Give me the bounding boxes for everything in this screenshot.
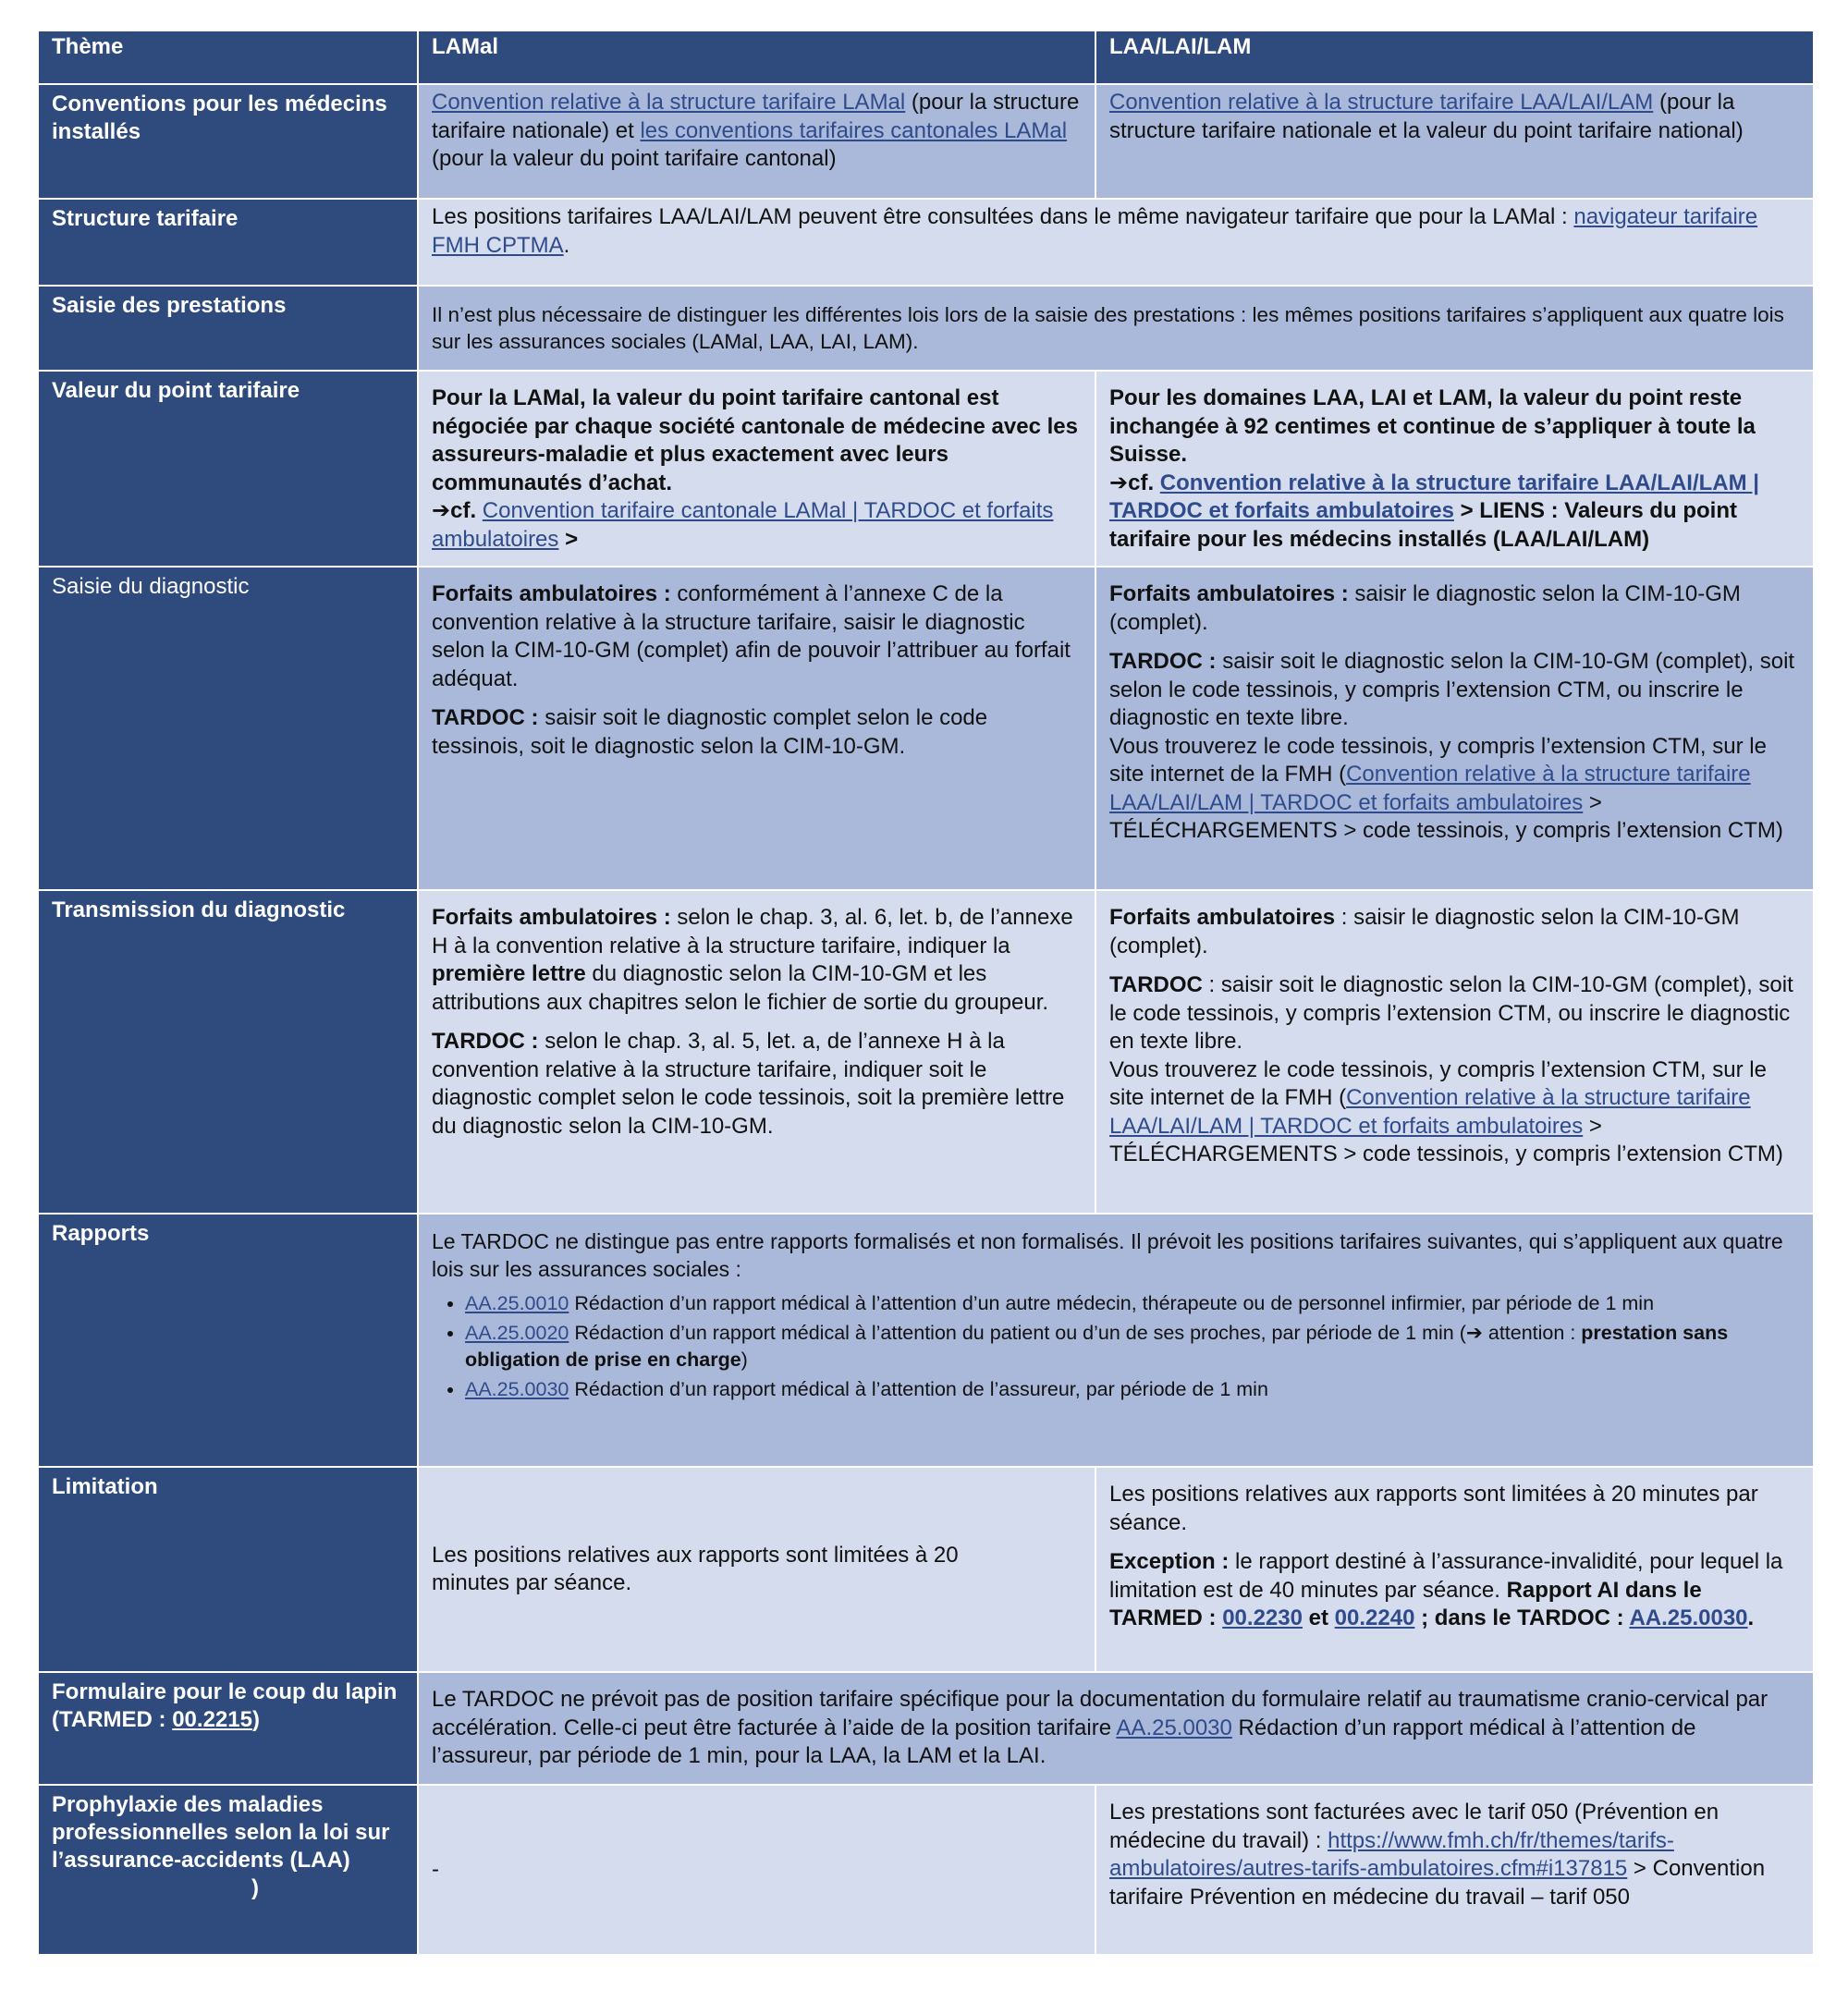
link-aa-25-0010[interactable]: AA.25.0010 <box>465 1292 569 1314</box>
text: prestation sans obligation de prise en charge <box>465 1321 1729 1371</box>
cell-lamal-transmission <box>419 891 1096 1215</box>
cell-laa-conventions <box>1096 85 1813 200</box>
text: Formulaire pour le coup du lapin (TARMED : <box>52 1679 398 1732</box>
cell-laa-transmission <box>1096 891 1813 1215</box>
text: Vous trouverez le code tessinois, y compris l’extension CTM, sur le site internet de la FMH ( <box>1109 733 1767 787</box>
text: : saisir soit le diagnostic selon la CIM-10-GM (complet), soit le code tessinois, y compris l’extension CTM, ou inscrire le diagnostic en texte libre. <box>1109 972 1793 1054</box>
cell-structure <box>419 200 1813 287</box>
text: Les positions tarifaires LAA/LAI/LAM peuvent être consultées dans le même navigateur tarifaire que pour la LAMal : <box>432 204 1574 229</box>
text: saisir soit le diagnostic selon la CIM-10-GM (complet), soit selon le code tessinois, y compris l’extension CTM, ou inscrire le diagnostic en texte libre. <box>1109 649 1795 730</box>
row-theme-saisie-prestations: Saisie des prestations <box>39 287 419 372</box>
text: selon le chap. 3, al. 6, let. b, de l’annexe H à la convention relative à la structure tarifaire, indiquer la <box>432 905 1073 958</box>
cell-lamal-conventions <box>419 85 1096 200</box>
link-navigateur-tarifaire[interactable]: navigateur tarifaire FMH CPTMA <box>432 204 1758 258</box>
cell-lamal-prophylaxie: - <box>419 1786 1096 1956</box>
arrow-right-icon: ➔ <box>1465 1321 1483 1344</box>
header-lamal: LAMal <box>419 31 1096 85</box>
text: ) <box>251 1875 259 1900</box>
row-theme-structure: Structure tarifaire <box>39 200 419 287</box>
cell-laa-limitation <box>1096 1468 1813 1673</box>
text: > TÉLÉCHARGEMENTS > code tessinois, y compris l’extension CTM) <box>1109 789 1783 843</box>
link-fmh-convention[interactable]: Convention relative à la structure tarifaire LAA/LAI/LAM | TARDOC et forfaits ambulatoires <box>1109 762 1751 815</box>
link-aa-25-0030[interactable]: AA.25.0030 <box>1116 1715 1232 1740</box>
row-theme-formulaire <box>39 1673 419 1786</box>
text: . <box>1747 1605 1755 1630</box>
cell-rapports <box>419 1215 1813 1468</box>
table-row <box>39 1468 1813 1673</box>
cell-laa-valeur <box>1096 372 1813 568</box>
list-item <box>465 1376 1800 1404</box>
row-theme-transmission: Transmission du diagnostic <box>39 891 419 1215</box>
cell-lamal-limitation <box>419 1468 1096 1673</box>
link-convention-laa[interactable]: Convention relative à la structure tarifaire LAA/LAI/LAM <box>1109 90 1654 115</box>
link-convention-lamal[interactable]: Convention relative à la structure tarifaire LAMal <box>432 90 906 115</box>
label: Forfaits ambulatoires : <box>432 581 671 606</box>
table-row <box>39 200 1813 287</box>
table-row <box>39 372 1813 568</box>
row-theme-limitation: Limitation <box>39 1468 419 1673</box>
link-convention-cantonale[interactable]: Convention tarifaire cantonale LAMal | TARDOC et forfaits ambulatoires <box>432 498 1054 552</box>
row-theme-rapports: Rapports <box>39 1215 419 1468</box>
text: ; dans le TARDOC : <box>1414 1605 1630 1630</box>
text: Rédaction d’un rapport médical à l’attention de l’assureur, par période de 1 min <box>569 1377 1268 1400</box>
label: TARDOC : <box>432 705 539 730</box>
label: TARDOC : <box>1109 649 1217 674</box>
table-header-row <box>39 31 1813 85</box>
text: > TÉLÉCHARGEMENTS > code tessinois, y compris l’extension CTM) <box>1109 1113 1783 1166</box>
text: (pour la structure tarifaire nationale) et <box>432 90 1080 143</box>
cell-lamal-saisie-diagnostic <box>419 568 1096 891</box>
header-laa: LAA/LAI/LAM <box>1096 31 1813 85</box>
code-00-2215[interactable]: 00.2215 <box>172 1707 252 1732</box>
link-aa-25-0030[interactable]: AA.25.0030 <box>1629 1605 1748 1630</box>
text: Les prestations sont facturées avec le tarif 050 (Prévention en médecine du travail) : <box>1109 1800 1719 1853</box>
text: . <box>563 232 570 258</box>
text: Rédaction d’un rapport médical à l’attention d’un autre médecin, thérapeute ou de personnel infirmier, par période de 1 min <box>569 1292 1655 1314</box>
text: Rapport AI dans le TARMED : <box>1109 1577 1702 1630</box>
table-row <box>39 1215 1813 1468</box>
table-row <box>39 1673 1813 1786</box>
row-theme-valeur: Valeur du point tarifaire <box>39 372 419 568</box>
list-item <box>465 1320 1800 1374</box>
link-fmh-convention[interactable]: Convention relative à la structure tarifaire LAA/LAI/LAM | TARDOC et forfaits ambulatoires <box>1109 1085 1751 1139</box>
row-theme-saisie-diagnostic: Saisie du diagnostic <box>39 568 419 891</box>
rapports-list <box>432 1290 1800 1403</box>
link-fmh-tarifs[interactable]: https://www.fmh.ch/fr/themes/tarifs-ambulatoires/autres-tarifs-ambulatoires.cfm#i137815 <box>1109 1827 1674 1881</box>
link-00-2230[interactable]: 00.2230 <box>1222 1605 1303 1630</box>
text: ) <box>251 1707 260 1732</box>
link-aa-25-0030[interactable]: AA.25.0030 <box>465 1377 569 1400</box>
text: attention : <box>1482 1321 1582 1344</box>
text: conformément à l’annexe C de la convention relative à la structure tarifaire, saisir le diagnostic selon la CIM-10-GM (complet) afin de pouvoir l’attribuer au forfait adéquat. <box>432 581 1071 691</box>
text: Rédaction d’un rapport médical à l’attention du patient ou d’un de ses proches, par période de 1 min ( <box>569 1321 1466 1344</box>
text: : saisir le diagnostic selon la CIM-10-GM (complet). <box>1109 905 1740 958</box>
row-theme-conventions: Conventions pour les médecins installés <box>39 85 419 200</box>
text: (pour la structure tarifaire nationale et la valeur du point tarifaire national) <box>1109 90 1744 143</box>
label: Forfaits ambulatoires : <box>432 905 671 930</box>
text: ) <box>740 1349 748 1371</box>
text: (pour la valeur du point tarifaire cantonal) <box>432 146 837 171</box>
text: du diagnostic selon la CIM-10-GM et les attributions aux chapitres selon le fichier de sortie du groupeur. <box>432 961 1049 1015</box>
cell-laa-prophylaxie <box>1096 1786 1813 1956</box>
text: Le TARDOC ne prévoit pas de position tarifaire spécifique pour la documentation du formulaire relatif au traumatisme cranio-cervical par accélération. Celle-ci peut être facturée à l’aide de la position tarifaire <box>432 1687 1768 1740</box>
label: Forfaits ambulatoires : <box>1109 581 1349 606</box>
text: saisir le diagnostic selon la CIM-10-GM (complet). <box>1109 581 1741 635</box>
rapports-intro: Le TARDOC ne distingue pas entre rapports formalisés et non formalisés. Il prévoit les positions tarifaires suivantes, qui s’appliquent aux quatre lois sur les assurances sociales : <box>432 1229 1783 1281</box>
text: > Convention tarifaire Prévention en médecine du travail – tarif 050 <box>1109 1856 1766 1910</box>
text: Les positions relatives aux rapports sont limitées à 20 minutes par séance. <box>1109 1482 1758 1535</box>
cell-saisie-prestations: Il n’est plus nécessaire de distinguer les différentes lois lors de la saisie des prestations : les mêmes positions tarifaires s’appliquent aux quatre lois sur les assurances sociales (LAMal, LAA, LAI, LAM). <box>419 287 1813 372</box>
text: et <box>1302 1605 1335 1630</box>
text: Les positions relatives aux rapports sont limitées à 20 minutes par séance. <box>432 1542 959 1595</box>
text: > LIENS : Valeurs du point tarifaire pour les médecins installés (LAA/LAI/LAM) <box>1109 498 1737 552</box>
label: Exception : <box>1109 1549 1230 1574</box>
text: saisir soit le diagnostic complet selon le code tessinois, soit le diagnostic selon la CIM-10-GM. <box>432 705 988 759</box>
table-row <box>39 85 1813 200</box>
text: Pour les domaines LAA, LAI et LAM, la valeur du point reste inchangée à 92 centimes et continue de s’appliquer à toute la Suisse. <box>1109 385 1756 467</box>
table-row <box>39 891 1813 1215</box>
text: ➔cf. <box>432 498 483 523</box>
list-item <box>465 1290 1800 1318</box>
table-row <box>39 568 1813 891</box>
label: TARDOC : <box>432 1029 539 1054</box>
text: Rédaction d’un rapport médical à l’attention de l’assureur, par période de 1 min, pour la LAA, la LAM et la LAI. <box>432 1715 1696 1768</box>
cell-formulaire <box>419 1673 1813 1786</box>
table-row <box>39 287 1813 372</box>
table-row <box>39 1786 1813 1956</box>
text: Prophylaxie des maladies professionnelles selon la loi sur l’assurance-accidents (LAA) <box>52 1792 390 1873</box>
text: ➔cf. <box>1109 470 1160 495</box>
link-convention-laa-tardoc[interactable]: Convention relative à la structure tarifaire LAA/LAI/LAM | TARDOC et forfaits ambulatoires <box>1109 470 1759 523</box>
text: Vous trouverez le code tessinois, y compris l’extension CTM, sur le site internet de la FMH ( <box>1109 1056 1767 1110</box>
header-theme: Thème <box>39 31 419 85</box>
cell-laa-saisie-diagnostic <box>1096 568 1813 891</box>
label: Forfaits ambulatoires <box>1109 905 1336 930</box>
row-theme-prophylaxie <box>39 1786 419 1956</box>
link-aa-25-0020[interactable]: AA.25.0020 <box>465 1321 569 1344</box>
cell-lamal-valeur <box>419 372 1096 568</box>
link-00-2240[interactable]: 00.2240 <box>1334 1605 1415 1630</box>
label: TARDOC <box>1109 972 1203 997</box>
link-conventions-cantonales[interactable]: les conventions tarifaires cantonales LAMal <box>640 117 1068 143</box>
text: première lettre <box>432 961 586 986</box>
text: Pour la LAMal, la valeur du point tarifaire cantonal est négociée par chaque société cantonale de médecine avec les assureurs-maladie et plus exactement avec leurs communautés d’achat. <box>432 385 1078 495</box>
text: > <box>558 526 579 552</box>
text: selon le chap. 3, al. 5, let. a, de l’annexe H à la convention relative à la structure tarifaire, indiquer soit le diagnostic complet selon le code tessinois, soit la première lettre du diagnostic selon la CIM-10-GM. <box>432 1029 1065 1139</box>
text: le rapport destiné à l’assurance-invalidité, pour lequel la limitation est de 40 minutes par séance. <box>1109 1549 1783 1603</box>
